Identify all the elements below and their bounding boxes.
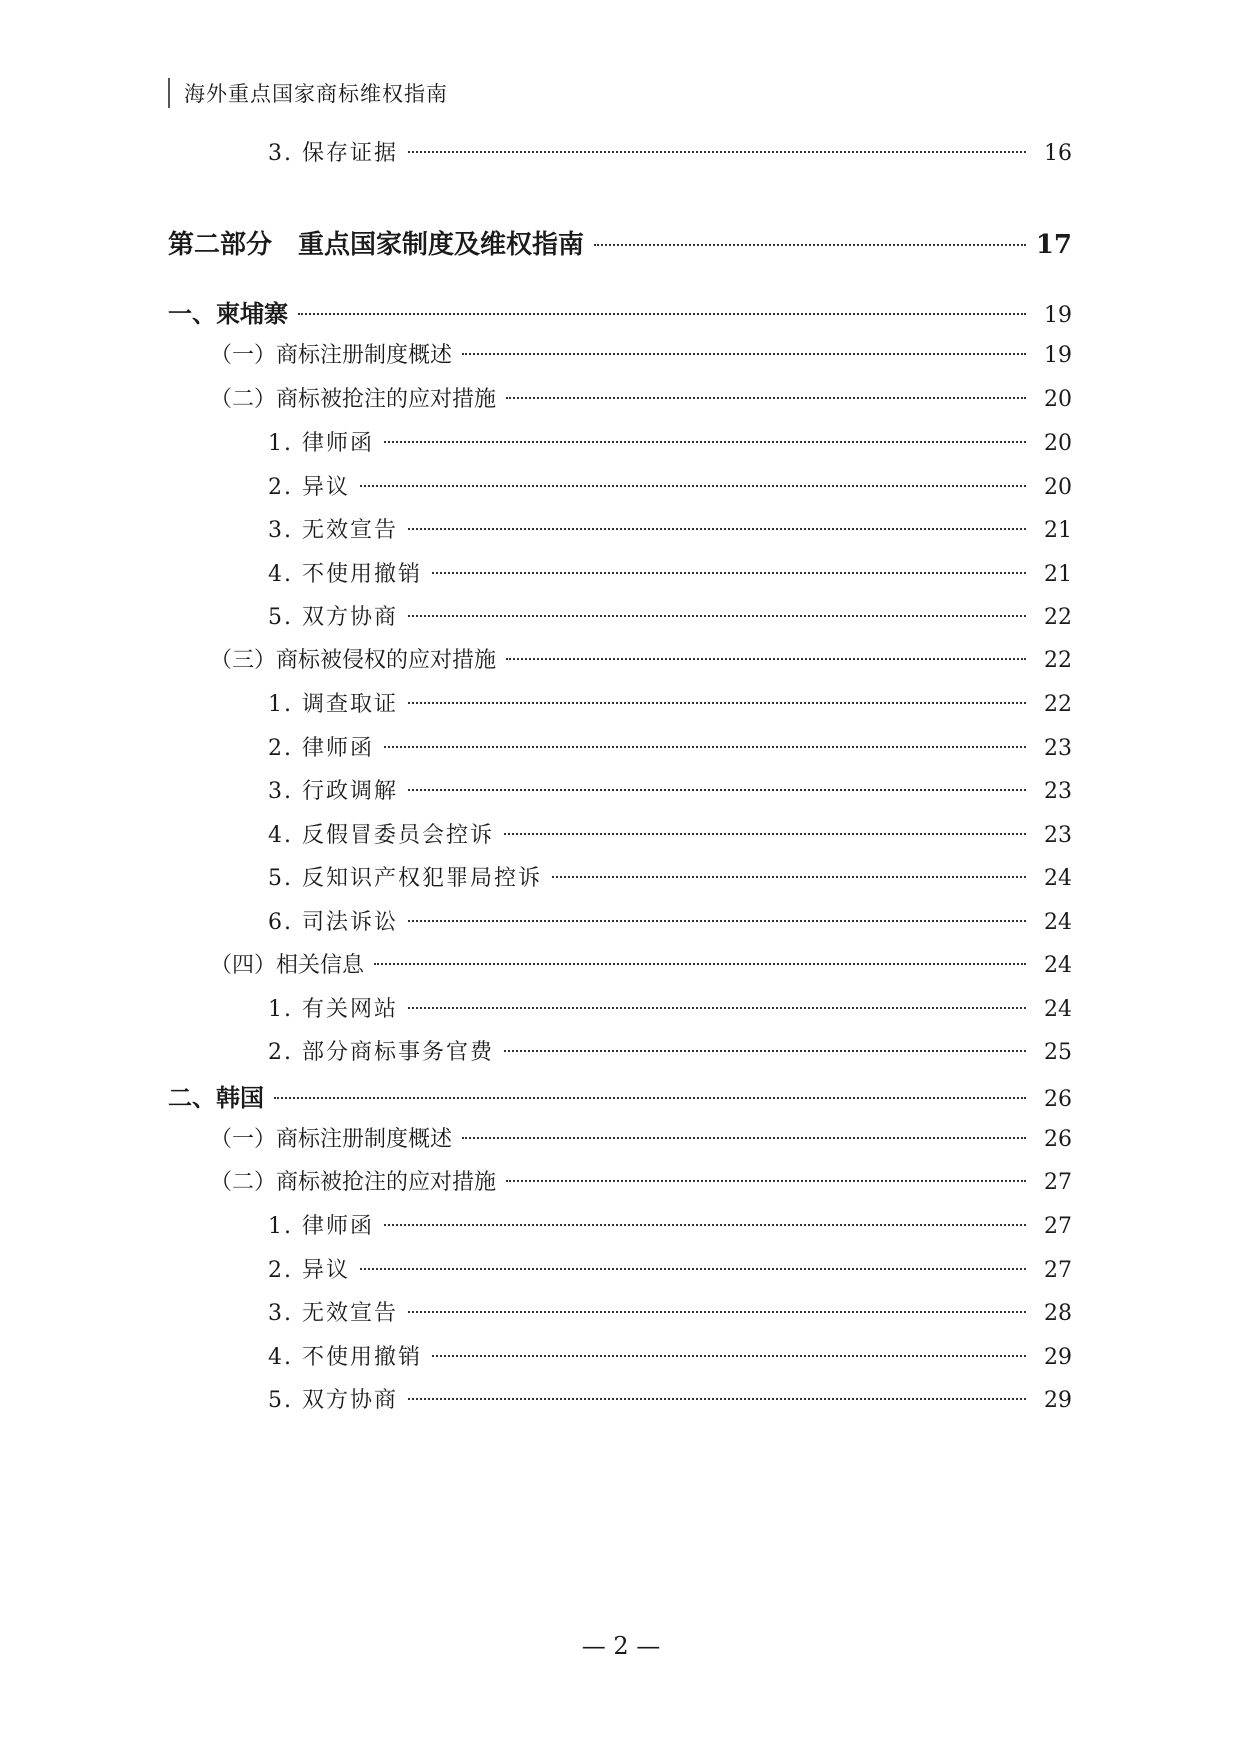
toc-entry-section[interactable] [0, 338, 1242, 378]
toc-entry-page-number: 19 [1044, 343, 1072, 368]
toc-entry-label: 3. 行政调解 [268, 779, 398, 804]
dot-leader [360, 485, 1026, 487]
toc-entry-item[interactable] [0, 861, 1242, 901]
toc-entry-label: （三）商标被侵权的应对措施 [210, 648, 497, 673]
dot-leader [384, 1224, 1026, 1226]
toc-entry-item[interactable] [0, 731, 1242, 771]
dot-leader [408, 528, 1026, 530]
toc-entry-page-number: 24 [1044, 953, 1072, 978]
toc-entry-label: 1. 调查取证 [268, 692, 398, 717]
toc-entry-label: 1. 律师函 [268, 1214, 374, 1239]
toc-entry-label: 3. 保存证据 [268, 141, 398, 166]
toc-entry-page-number: 20 [1044, 475, 1072, 500]
toc-entry-page-number: 29 [1044, 1345, 1072, 1370]
toc-entry-label: 一、柬埔寨 [168, 300, 288, 328]
toc-entry-page-number: 24 [1044, 997, 1072, 1022]
toc-entry-page-number: 26 [1044, 1087, 1072, 1112]
dot-leader [384, 746, 1026, 748]
toc-entry-page-number: 24 [1044, 910, 1072, 935]
toc-entry-section[interactable] [0, 643, 1242, 683]
toc-entry-page-number: 27 [1044, 1170, 1072, 1195]
toc-entry-page-number: 27 [1044, 1214, 1072, 1239]
toc-entry-label: （一）商标注册制度概述 [210, 343, 453, 368]
toc-entry-item[interactable] [0, 426, 1242, 466]
toc-entry-item[interactable] [0, 136, 1242, 176]
dot-leader [506, 1180, 1026, 1182]
toc-entry-page-number: 28 [1044, 1301, 1072, 1326]
toc-entry-item[interactable] [0, 600, 1242, 640]
toc-entry-section[interactable] [0, 1122, 1242, 1162]
toc-entry-label: 2. 异议 [268, 475, 350, 500]
toc-entry-item[interactable] [0, 470, 1242, 510]
toc-entry-page-number: 17 [1035, 230, 1072, 260]
dot-leader [360, 1268, 1026, 1270]
toc-entry-label: 4. 不使用撤销 [268, 1345, 422, 1370]
toc-entry-label: 4. 不使用撤销 [268, 562, 422, 587]
toc-entry-part[interactable] [0, 224, 1242, 264]
toc-entry-item[interactable] [0, 1340, 1242, 1380]
toc-entry-label: 3. 无效宣告 [268, 518, 398, 543]
toc-entry-page-number: 21 [1044, 518, 1072, 543]
toc-entry-label: 5. 双方协商 [268, 605, 398, 630]
toc-entry-page-number: 22 [1044, 648, 1072, 673]
toc-entry-page-number: 22 [1044, 605, 1072, 630]
page-number: — 2 — [581, 1632, 661, 1660]
toc-entry-label: （二）商标被抢注的应对措施 [210, 1170, 497, 1195]
toc-entry-country[interactable] [0, 294, 1242, 334]
toc-entry-item[interactable] [0, 513, 1242, 553]
toc-entry-item[interactable] [0, 818, 1242, 858]
toc-entry-item[interactable] [0, 1296, 1242, 1336]
dot-leader [298, 313, 1026, 315]
toc-entry-item[interactable] [0, 1383, 1242, 1423]
dot-leader [504, 1050, 1026, 1052]
dot-leader [552, 876, 1026, 878]
dot-leader [408, 1311, 1026, 1313]
toc-entry-label: 二、韩国 [168, 1084, 264, 1112]
toc-entry-page-number: 20 [1044, 431, 1072, 456]
dot-leader [408, 920, 1026, 922]
toc-entry-page-number: 23 [1044, 823, 1072, 848]
toc-entry-label: 6. 司法诉讼 [268, 910, 398, 935]
dot-leader [462, 1137, 1026, 1139]
dot-leader [506, 397, 1026, 399]
toc-entry-section[interactable] [0, 1165, 1242, 1205]
running-title: 海外重点国家商标维权指南 [184, 82, 448, 106]
dot-leader [408, 615, 1026, 617]
toc-entry-label: （一）商标注册制度概述 [210, 1127, 453, 1152]
toc-entry-item[interactable] [0, 557, 1242, 597]
toc-entry-page-number: 25 [1044, 1040, 1072, 1065]
dot-leader [408, 1007, 1026, 1009]
toc-entry-item[interactable] [0, 1209, 1242, 1249]
toc-entry-page-number: 19 [1044, 303, 1072, 328]
toc-entry-item[interactable] [0, 905, 1242, 945]
toc-entry-label: 5. 反知识产权犯罪局控诉 [268, 866, 542, 891]
toc-entry-page-number: 16 [1044, 141, 1072, 166]
toc-entry-page-number: 21 [1044, 562, 1072, 587]
dot-leader [432, 572, 1026, 574]
toc-entry-label: 1. 律师函 [268, 431, 374, 456]
dot-leader [408, 702, 1026, 704]
toc-entry-item[interactable] [0, 687, 1242, 727]
toc-entry-label: 3. 无效宣告 [268, 1301, 398, 1326]
toc-entry-label: 2. 律师函 [268, 736, 374, 761]
dot-leader [432, 1355, 1026, 1357]
dot-leader [408, 151, 1026, 153]
dot-leader [384, 441, 1026, 443]
toc-entry-page-number: 24 [1044, 866, 1072, 891]
dot-leader [506, 658, 1026, 660]
dot-leader [504, 833, 1026, 835]
toc-entry-item[interactable] [0, 774, 1242, 814]
dot-leader [374, 963, 1026, 965]
dot-leader [408, 1398, 1026, 1400]
toc-entry-label: 1. 有关网站 [268, 997, 398, 1022]
dot-leader [274, 1097, 1026, 1099]
toc-entry-page-number: 20 [1044, 387, 1072, 412]
toc-entry-page-number: 22 [1044, 692, 1072, 717]
toc-entry-label: 第二部分 重点国家制度及维权指南 [168, 230, 585, 260]
toc-entry-label: 2. 异议 [268, 1258, 350, 1283]
toc-entry-section[interactable] [0, 382, 1242, 422]
toc-entry-page-number: 23 [1044, 736, 1072, 761]
toc-entry-page-number: 26 [1044, 1127, 1072, 1152]
toc-entry-label: 5. 双方协商 [268, 1388, 398, 1413]
toc-entry-label: 4. 反假冒委员会控诉 [268, 823, 494, 848]
dot-leader [408, 789, 1026, 791]
toc-entry-page-number: 23 [1044, 779, 1072, 804]
toc-entry-page-number: 29 [1044, 1388, 1072, 1413]
toc-entry-country[interactable] [0, 1078, 1242, 1118]
toc-entry-section[interactable] [0, 948, 1242, 988]
toc-entry-page-number: 27 [1044, 1258, 1072, 1283]
toc-entry-item[interactable] [0, 1035, 1242, 1075]
toc-entry-item[interactable] [0, 1253, 1242, 1293]
toc-entry-label: 2. 部分商标事务官费 [268, 1040, 494, 1065]
dot-leader [594, 244, 1026, 246]
dot-leader [462, 353, 1026, 355]
toc-entry-label: （四）相关信息 [210, 953, 365, 978]
toc-entry-item[interactable] [0, 992, 1242, 1032]
toc-entry-label: （二）商标被抢注的应对措施 [210, 387, 497, 412]
